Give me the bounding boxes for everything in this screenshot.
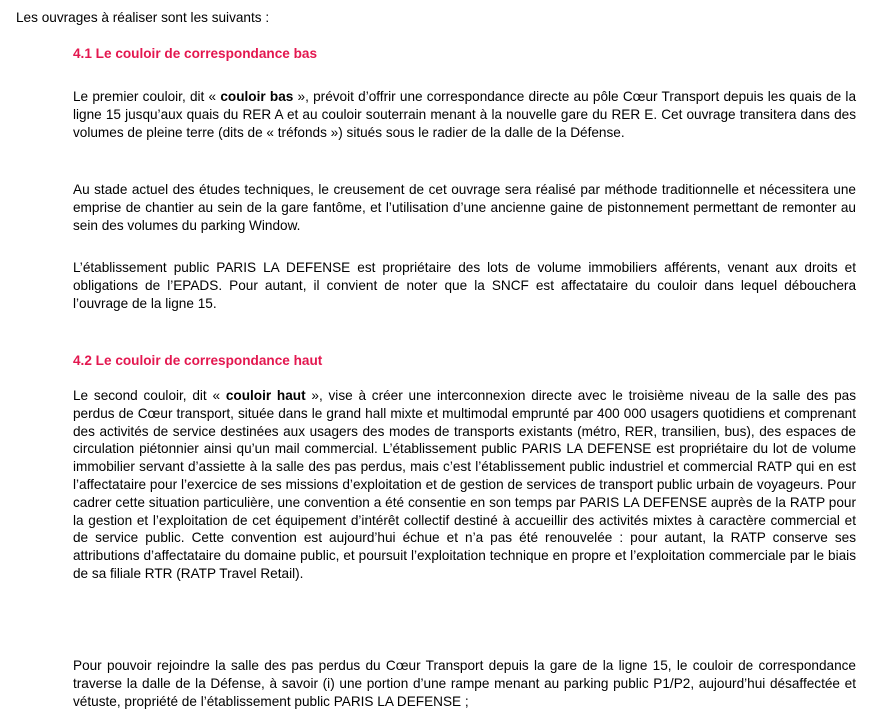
section-4-2-paragraph-2: Pour pouvoir rejoindre la salle des pas perdus du Cœur Transport depuis la gare de la ligne 15, le couloir de correspondance traverse la dalle de la Défense, à savoir (i) une portion d’une rampe menant au parking public P1/P2, aujourd’hui désaffectée et vétuste, propriété de l’établissement public PARIS LA DEFENSE ;	[73, 658, 856, 709]
paragraph-text: », prévoit d’offrir une correspondance directe au pôle Cœur Transport depuis les quais de la ligne 15 jusqu’aux quais du RER A et au couloir souterrain menant à la nouvelle gare du RER E. Cet ouvrage transitera dans des volumes de pleine terre (dits de « tréfonds ») situés sous le radier de la dalle de la Défense.	[73, 89, 856, 140]
intro-text: Les ouvrages à réaliser sont les suivants :	[16, 10, 270, 25]
term-couloir-haut: couloir haut	[225, 388, 306, 403]
paragraph-text: Le second couloir, dit «	[73, 388, 226, 403]
paragraph-text: Le premier couloir, dit «	[73, 89, 221, 104]
section-heading-4-1: 4.1 Le couloir de correspondance bas	[73, 46, 318, 61]
section-4-1-paragraph-2: Au stade actuel des études techniques, le creusement de cet ouvrage sera réalisé par méthode traditionnelle et nécessitera une emprise de chantier au sein de la gare fantôme, et l’utilisation d’une ancienne gaine de pistonnement permettant de remonter au sein des volumes du parking Window.	[73, 182, 856, 233]
section-4-1-paragraph-3: L’établissement public PARIS LA DEFENSE est propriétaire des lots de volume immobiliers afférents, venant aux droits et obligations de l’EPADS. Pour autant, il convient de noter que la SNCF est affectataire du couloir dans lequel débouchera l’ouvrage de la ligne 15.	[73, 260, 856, 311]
section-4-1-paragraph-1	[73, 88, 856, 141]
paragraph-text: », vise à créer une interconnexion directe avec le troisième niveau de la salle des pas perdus de Cœur transport, située dans le grand hall mixte et multimodal emprunté par 400 000 usagers quotidiens et comprenant des activités de service destinées aux usagers des modes de transports existants (métro, RER, transilien, bus), des espaces de circulation piétonnier ainsi qu’un mail commercial. L’établissement public PARIS LA DEFENSE est propriétaire du lot de volume immobilier servant d’assiette à la salle des pas perdus, mais c’est l’établissement public industriel et commercial RATP qui en est l’affectataire pour l’exercice de ses missions d’exploitation et de gestion de services de transport public urbain de voyageurs. Pour cadrer cette situation particulière, une convention a été consentie en son temps par PARIS LA DEFENSE auprès de la RATP pour la gestion et l’exploitation de cet équipement d’intérêt collectif destiné à accueillir des activités mixtes à caractère commercial et de service public. Cette convention est aujourd’hui échue et n’a pas été renouvelée : pour autant, la RATP conserve ses attributions d’affectataire du domaine public, et poursuit l’exploitation technique en propre et l’exploitation commerciale par le biais de sa filiale RTR (RATP Travel Retail).	[73, 388, 856, 581]
term-couloir-bas: couloir bas	[220, 89, 294, 104]
section-4-2-paragraph-1	[73, 387, 856, 583]
section-heading-4-2: 4.2 Le couloir de correspondance haut	[73, 353, 323, 368]
